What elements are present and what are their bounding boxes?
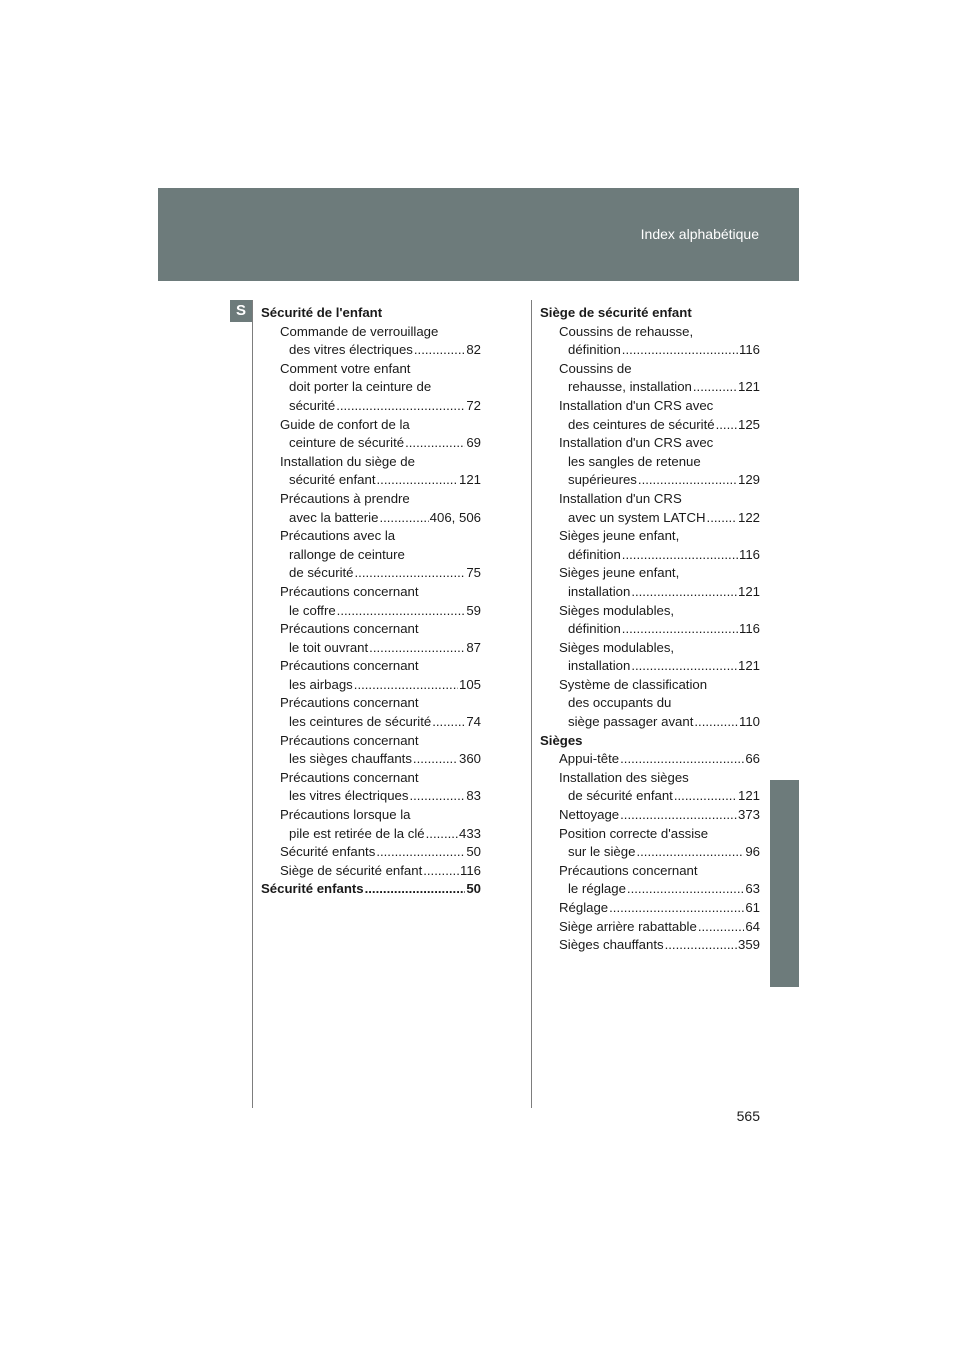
page-reference[interactable]: 129	[737, 472, 760, 488]
index-entry	[261, 694, 481, 731]
entry-text: sécurité enfant	[289, 472, 376, 488]
entry-text: Précautions concernant	[559, 862, 698, 878]
page-reference[interactable]: 116	[459, 862, 481, 878]
page-reference[interactable]: 105	[458, 676, 481, 692]
index-entry	[540, 899, 760, 918]
page-reference[interactable]: 121	[737, 658, 760, 674]
index-entry	[540, 527, 760, 564]
page-reference[interactable]: 61	[745, 900, 760, 915]
entry-text: doit porter la ceinture de	[289, 379, 432, 395]
index-entry	[540, 769, 760, 806]
entry-text: Système de classification	[559, 676, 708, 692]
entry-text: les sièges chauffants	[289, 751, 412, 767]
index-entry	[540, 564, 760, 601]
entry-text: pile est retirée de la clé	[289, 825, 425, 841]
page-reference[interactable]: 50	[466, 844, 481, 860]
page-reference[interactable]: 122	[737, 509, 760, 525]
index-entry	[540, 360, 760, 397]
page-reference[interactable]: 121	[458, 472, 481, 488]
index-entry	[261, 360, 481, 416]
header-band	[158, 188, 799, 281]
entry-text: Sécurité enfants	[261, 881, 364, 897]
page-reference[interactable]: 121	[737, 379, 760, 395]
dot-leader	[636, 843, 744, 862]
index-column-1	[261, 304, 481, 899]
entry-text: définition	[568, 546, 621, 562]
index-heading	[540, 732, 760, 751]
dot-leader	[620, 806, 737, 825]
entry-text: Position correcte d'assise	[559, 825, 709, 841]
index-entry	[540, 936, 760, 955]
entry-text: Précautions concernant	[280, 658, 419, 674]
entry-text: les vitres électriques	[289, 788, 409, 804]
entry-text: Commande de verrouillage	[280, 323, 439, 339]
page-reference[interactable]: 63	[745, 881, 760, 897]
dot-leader	[409, 787, 465, 806]
dot-leader	[698, 918, 745, 937]
page-reference[interactable]: 72	[466, 397, 481, 413]
index-entry	[540, 918, 760, 937]
index-entry	[540, 676, 760, 732]
page-reference[interactable]: 87	[466, 639, 481, 655]
page-reference[interactable]: 110	[738, 714, 760, 730]
index-entry	[261, 806, 481, 843]
dot-leader	[432, 713, 465, 732]
section-letter-tab: S	[230, 300, 252, 322]
entry-text: le coffre	[289, 602, 336, 618]
entry-text: siège passager avant	[568, 714, 694, 730]
page-reference[interactable]: 50	[466, 881, 481, 897]
entry-text: Précautions lorsque la	[280, 807, 411, 823]
index-entry	[540, 397, 760, 434]
entry-text: Installation d'un CRS avec	[559, 435, 714, 451]
entry-text: les sangles de retenue	[568, 453, 701, 469]
entry-text: Sièges chauffants	[559, 937, 664, 953]
page-reference[interactable]: 83	[466, 788, 481, 804]
entry-text: Sièges jeune enfant,	[559, 565, 680, 581]
entry-text: définition	[568, 621, 621, 637]
page-reference[interactable]: 406, 506	[429, 509, 481, 525]
dot-leader	[716, 416, 737, 435]
index-entry	[261, 490, 481, 527]
dot-leader	[638, 471, 737, 490]
index-entry	[540, 490, 760, 527]
index-entry	[261, 769, 481, 806]
dot-leader	[377, 471, 458, 490]
index-heading	[261, 304, 481, 323]
page-number: 565	[736, 1108, 760, 1124]
entry-text: Coussins de	[559, 360, 632, 376]
index-entry	[540, 862, 760, 899]
index-entry	[540, 825, 760, 862]
entry-text: Siège arrière rabattable	[559, 918, 697, 934]
dot-leader	[627, 880, 744, 899]
dot-leader	[631, 583, 737, 602]
dot-leader	[622, 341, 738, 360]
page-reference[interactable]: 59	[466, 602, 481, 618]
left-rule	[252, 300, 253, 1108]
entry-text: le toit ouvrant	[289, 639, 369, 655]
index-entry	[540, 806, 760, 825]
dot-leader	[369, 639, 465, 658]
dot-leader	[609, 899, 744, 918]
dot-leader	[694, 713, 738, 732]
side-thumb-tab	[770, 780, 799, 987]
entry-text: des ceintures de sécurité	[568, 416, 715, 432]
page-reference[interactable]: 116	[738, 621, 760, 637]
entry-text: les ceintures de sécurité	[289, 714, 432, 730]
entry-text: Sièges	[540, 732, 583, 748]
entry-text: Coussins de rehausse,	[559, 323, 694, 339]
page-reference[interactable]: 96	[745, 844, 760, 860]
dot-leader	[405, 434, 465, 453]
page-reference[interactable]: 125	[737, 416, 760, 432]
entry-text: Sécurité enfants	[280, 844, 376, 860]
header-title: Index alphabétique	[640, 226, 759, 242]
page-reference[interactable]: 359	[737, 937, 760, 953]
index-entry	[261, 527, 481, 583]
index-entry	[540, 750, 760, 769]
entry-text: installation	[568, 658, 631, 674]
entry-text: Précautions à prendre	[280, 490, 410, 506]
page-reference[interactable]: 116	[738, 546, 760, 562]
column-divider	[531, 300, 532, 1108]
page-reference[interactable]: 360	[458, 751, 481, 767]
index-entry	[261, 862, 481, 881]
dot-leader	[413, 750, 458, 769]
page-reference[interactable]: 116	[738, 342, 760, 358]
dot-leader	[707, 509, 737, 528]
dot-leader	[337, 602, 466, 621]
page-reference[interactable]: 121	[737, 788, 760, 804]
entry-text: Précautions concernant	[280, 695, 419, 711]
entry-text: des vitres électriques	[289, 342, 413, 358]
entry-text: Précautions concernant	[280, 583, 419, 599]
dot-leader	[336, 397, 465, 416]
index-entry	[540, 602, 760, 639]
dot-leader	[354, 676, 458, 695]
entry-text: Appui-tête	[559, 751, 620, 767]
entry-text: Guide de confort de la	[280, 416, 410, 432]
entry-text: de sécurité	[289, 565, 354, 581]
index-entry	[540, 434, 760, 490]
page-reference[interactable]: 74	[466, 714, 481, 730]
entry-text: Sièges modulables,	[559, 602, 675, 618]
dot-leader	[622, 546, 738, 565]
entry-text: rehausse, installation	[568, 379, 692, 395]
entry-text: Précautions concernant	[280, 732, 419, 748]
entry-text: Précautions concernant	[280, 621, 419, 637]
dot-leader	[674, 787, 737, 806]
entry-text: installation	[568, 583, 631, 599]
entry-text: Réglage	[559, 900, 609, 915]
entry-text: Siège de sécurité enfant	[280, 862, 423, 878]
entry-text: ceinture de sécurité	[289, 435, 405, 451]
entry-text: Sièges jeune enfant,	[559, 528, 680, 544]
page-reference[interactable]: 75	[466, 565, 481, 581]
dot-leader	[414, 341, 465, 360]
entry-text: les airbags	[289, 676, 353, 692]
dot-leader	[426, 825, 458, 844]
entry-text: le réglage	[568, 881, 626, 897]
index-entry	[261, 732, 481, 769]
entry-text: définition	[568, 342, 621, 358]
entry-text: avec un system LATCH	[568, 509, 706, 525]
dot-leader	[693, 378, 737, 397]
index-heading	[540, 304, 760, 323]
dot-leader	[355, 564, 466, 583]
index-entry	[540, 639, 760, 676]
page-reference[interactable]: 82	[466, 342, 481, 358]
entry-text: Installation des sièges	[559, 769, 689, 785]
index-entry	[261, 323, 481, 360]
dot-leader	[622, 620, 738, 639]
entry-text: rallonge de ceinture	[289, 546, 405, 562]
entry-text: Comment votre enfant	[280, 360, 411, 376]
page-reference[interactable]: 66	[745, 751, 760, 767]
entry-text: avec la batterie	[289, 509, 379, 525]
dot-leader	[365, 880, 466, 899]
entry-text: Précautions avec la	[280, 528, 396, 544]
entry-text: Précautions concernant	[280, 769, 419, 785]
index-entry	[261, 620, 481, 657]
dot-leader	[376, 843, 465, 862]
entry-text: Sièges modulables,	[559, 639, 675, 655]
entry-text: Sécurité de l'enfant	[261, 305, 383, 320]
entry-text: sécurité	[289, 397, 336, 413]
entry-text: des occupants du	[568, 695, 672, 711]
page-reference[interactable]: 69	[466, 435, 481, 451]
index-entry	[261, 657, 481, 694]
page-reference[interactable]: 64	[745, 918, 760, 934]
page-reference[interactable]: 121	[737, 583, 760, 599]
entry-text: Nettoyage	[559, 807, 620, 823]
index-entry	[261, 416, 481, 453]
entry-text: de sécurité enfant	[568, 788, 673, 804]
dot-leader	[423, 862, 459, 881]
index-entry	[261, 453, 481, 490]
entry-text: Installation d'un CRS avec	[559, 397, 714, 413]
page-reference[interactable]: 373	[737, 807, 760, 823]
index-column-2	[540, 304, 760, 955]
entry-text: Installation d'un CRS	[559, 490, 682, 506]
entry-text: Installation du siège de	[280, 453, 415, 469]
entry-text: sur le siège	[568, 844, 636, 860]
index-entry	[261, 583, 481, 620]
dot-leader	[631, 657, 737, 676]
index-heading	[261, 880, 481, 899]
index-entry	[261, 843, 481, 862]
dot-leader	[620, 750, 744, 769]
entry-text: Siège de sécurité enfant	[540, 305, 692, 320]
page-reference[interactable]: 433	[458, 825, 481, 841]
entry-text: supérieures	[568, 472, 637, 488]
index-entry	[540, 323, 760, 360]
dot-leader	[665, 936, 737, 955]
dot-leader	[379, 509, 428, 528]
